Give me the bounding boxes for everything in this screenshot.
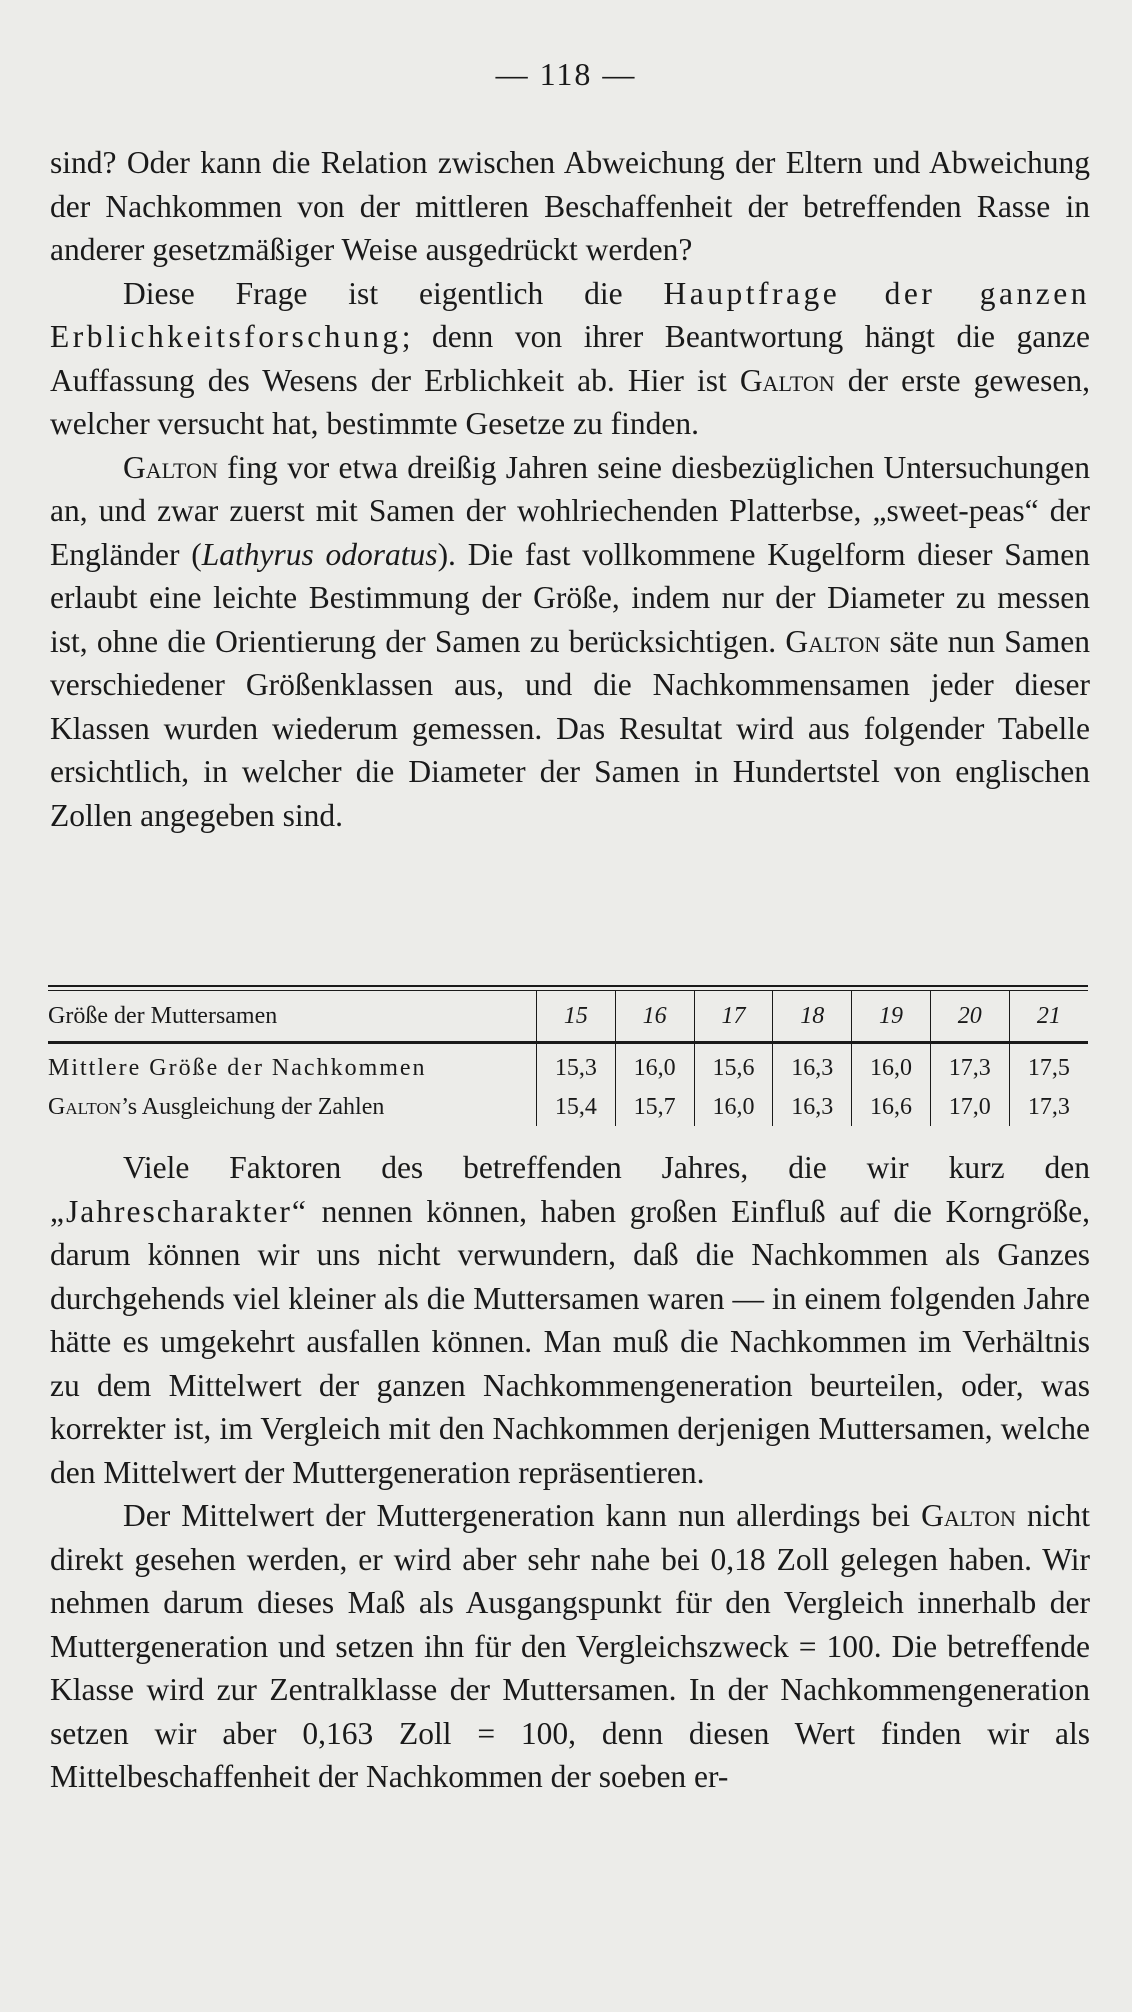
seed-size-table: [48, 985, 1088, 1126]
author-name: Galton: [123, 449, 218, 485]
table-cell: 17,3: [1009, 1088, 1088, 1126]
table-top-rule: [48, 985, 1088, 987]
table-cell: 17,3: [930, 1044, 1009, 1088]
table-column-header: 15: [537, 991, 616, 1043]
paragraph-2: Diese Frage ist eigentlich die Hauptfrage der ganzen Erblichkeitsforschung; denn von ihrer Beantwortung hängt die ganze Auffassung des Wesens der Erblichkeit ab. Hier ist Galton der erste gewesen, welcher versucht hat, bestimmte Gesetze zu finden.: [50, 275, 1090, 441]
table-cell: 15,4: [537, 1088, 616, 1126]
table-cell: 16,0: [615, 1044, 694, 1088]
table-cell: 16,0: [694, 1088, 773, 1126]
table-column-header: 18: [773, 991, 852, 1043]
table-cell: 16,3: [773, 1044, 852, 1088]
author-name: Galton: [48, 1093, 122, 1120]
table-cell: 16,0: [852, 1044, 931, 1088]
table-row: [48, 1044, 1088, 1088]
emphasis-spaced: „Jahrescharakter“: [50, 1193, 308, 1229]
row-label: Mittlere Größe der Nachkommen: [48, 1054, 427, 1081]
table-cell: 17,5: [1009, 1044, 1088, 1088]
table-cell: 15,6: [694, 1044, 773, 1088]
table-header-row: [48, 991, 1088, 1043]
row-label: Galton’s Ausgleichung der Zahlen: [48, 1093, 385, 1120]
author-name: Galton: [921, 1498, 1016, 1533]
paragraph-1: sind? Oder kann die Relation zwischen Abweichung der Eltern und Abweichung der Nachkommen von der mittleren Beschaffenheit der betreffenden Rasse in anderer gesetzmäßiger Weise ausgedrückt werden?: [50, 145, 1090, 267]
table-column-header: 20: [930, 991, 1009, 1043]
table-column-header: 21: [1009, 991, 1088, 1043]
paragraph-5: Der Mittelwert der Muttergeneration kann nun allerdings bei Galton nicht direkt gesehen werden, er wird aber sehr nahe bei 0,18 Zoll gelegen haben. Wir nehmen darum dieses Maß als Ausgangspunkt für den Vergleich innerhalb der Muttergeneration und setzen ihn für den Vergleichszweck = 100. Die betreffende Klasse wird zur Zentralklasse der Muttersamen. In der Nachkommengeneration setzen wir aber 0,163 Zoll = 100, denn diesen Wert finden wir als Mittelbeschaffenheit der Nachkommen der soeben er-: [50, 1498, 1090, 1794]
table-cell: 15,7: [615, 1088, 694, 1126]
table-cell: 17,0: [930, 1088, 1009, 1126]
author-name: Galton: [739, 362, 835, 398]
author-name: Galton: [785, 623, 881, 659]
paragraph-3: Galton fing vor etwa dreißig Jahren seine diesbezüglichen Untersuchungen an, und zwar zuerst mit Samen der wohlriechenden Platterbse, „sweet-peas“ der Engländer (Lathyrus odoratus). Die fast vollkommene Kugelform dieser Samen erlaubt eine leichte Bestimmung der Größe, indem nur der Diameter zu messen ist, ohne die Orientierung der Samen zu berücksichtigen. Galton säte nun Samen verschiedener Größenklassen aus, und die Nachkommensamen jeder dieser Klassen wurden wiederum gemessen. Das Resultat wird aus folgender Tabelle ersichtlich, in welcher die Diameter der Samen in Hundertstel von englischen Zollen angegeben sind.: [50, 449, 1090, 833]
table-column-header: 17: [694, 991, 773, 1043]
table-header-label: Größe der Muttersamen: [48, 1002, 278, 1029]
table-cell: 16,3: [773, 1088, 852, 1126]
species-name: Lathyrus odoratus: [201, 536, 438, 572]
page-number: — 118 —: [495, 56, 637, 92]
table-cell: 16,6: [852, 1088, 931, 1126]
table-row: [48, 1088, 1088, 1126]
paragraph-4: Viele Faktoren des betreffenden Jahres, die wir kurz den „Jahrescharakter“ nennen können, haben großen Einfluß auf die Korngröße, darum können wir uns nicht verwundern, daß die Nachkommen als Ganzes durchgehends viel kleiner als die Muttersamen waren — in einem folgenden Jahre hätte es umgekehrt ausfallen können. Man muß die Nachkommen im Verhältnis zu dem Mittelwert der ganzen Nachkommengeneration beurteilen, oder, was korrekter ist, im Vergleich mit den Nachkommen derjenigen Muttersamen, welche den Mittelwert der Muttergeneration repräsentieren.: [50, 1150, 1090, 1490]
table-column-header: 16: [615, 991, 694, 1043]
text-block-upper: [50, 141, 1090, 837]
table-column-header: 19: [852, 991, 931, 1043]
text-block-lower: [50, 1146, 1090, 1799]
emphasis-spaced: Hauptfrage der ganzen Erblichkeitsforschung: [50, 275, 1090, 354]
table-cell: 15,3: [537, 1044, 616, 1088]
